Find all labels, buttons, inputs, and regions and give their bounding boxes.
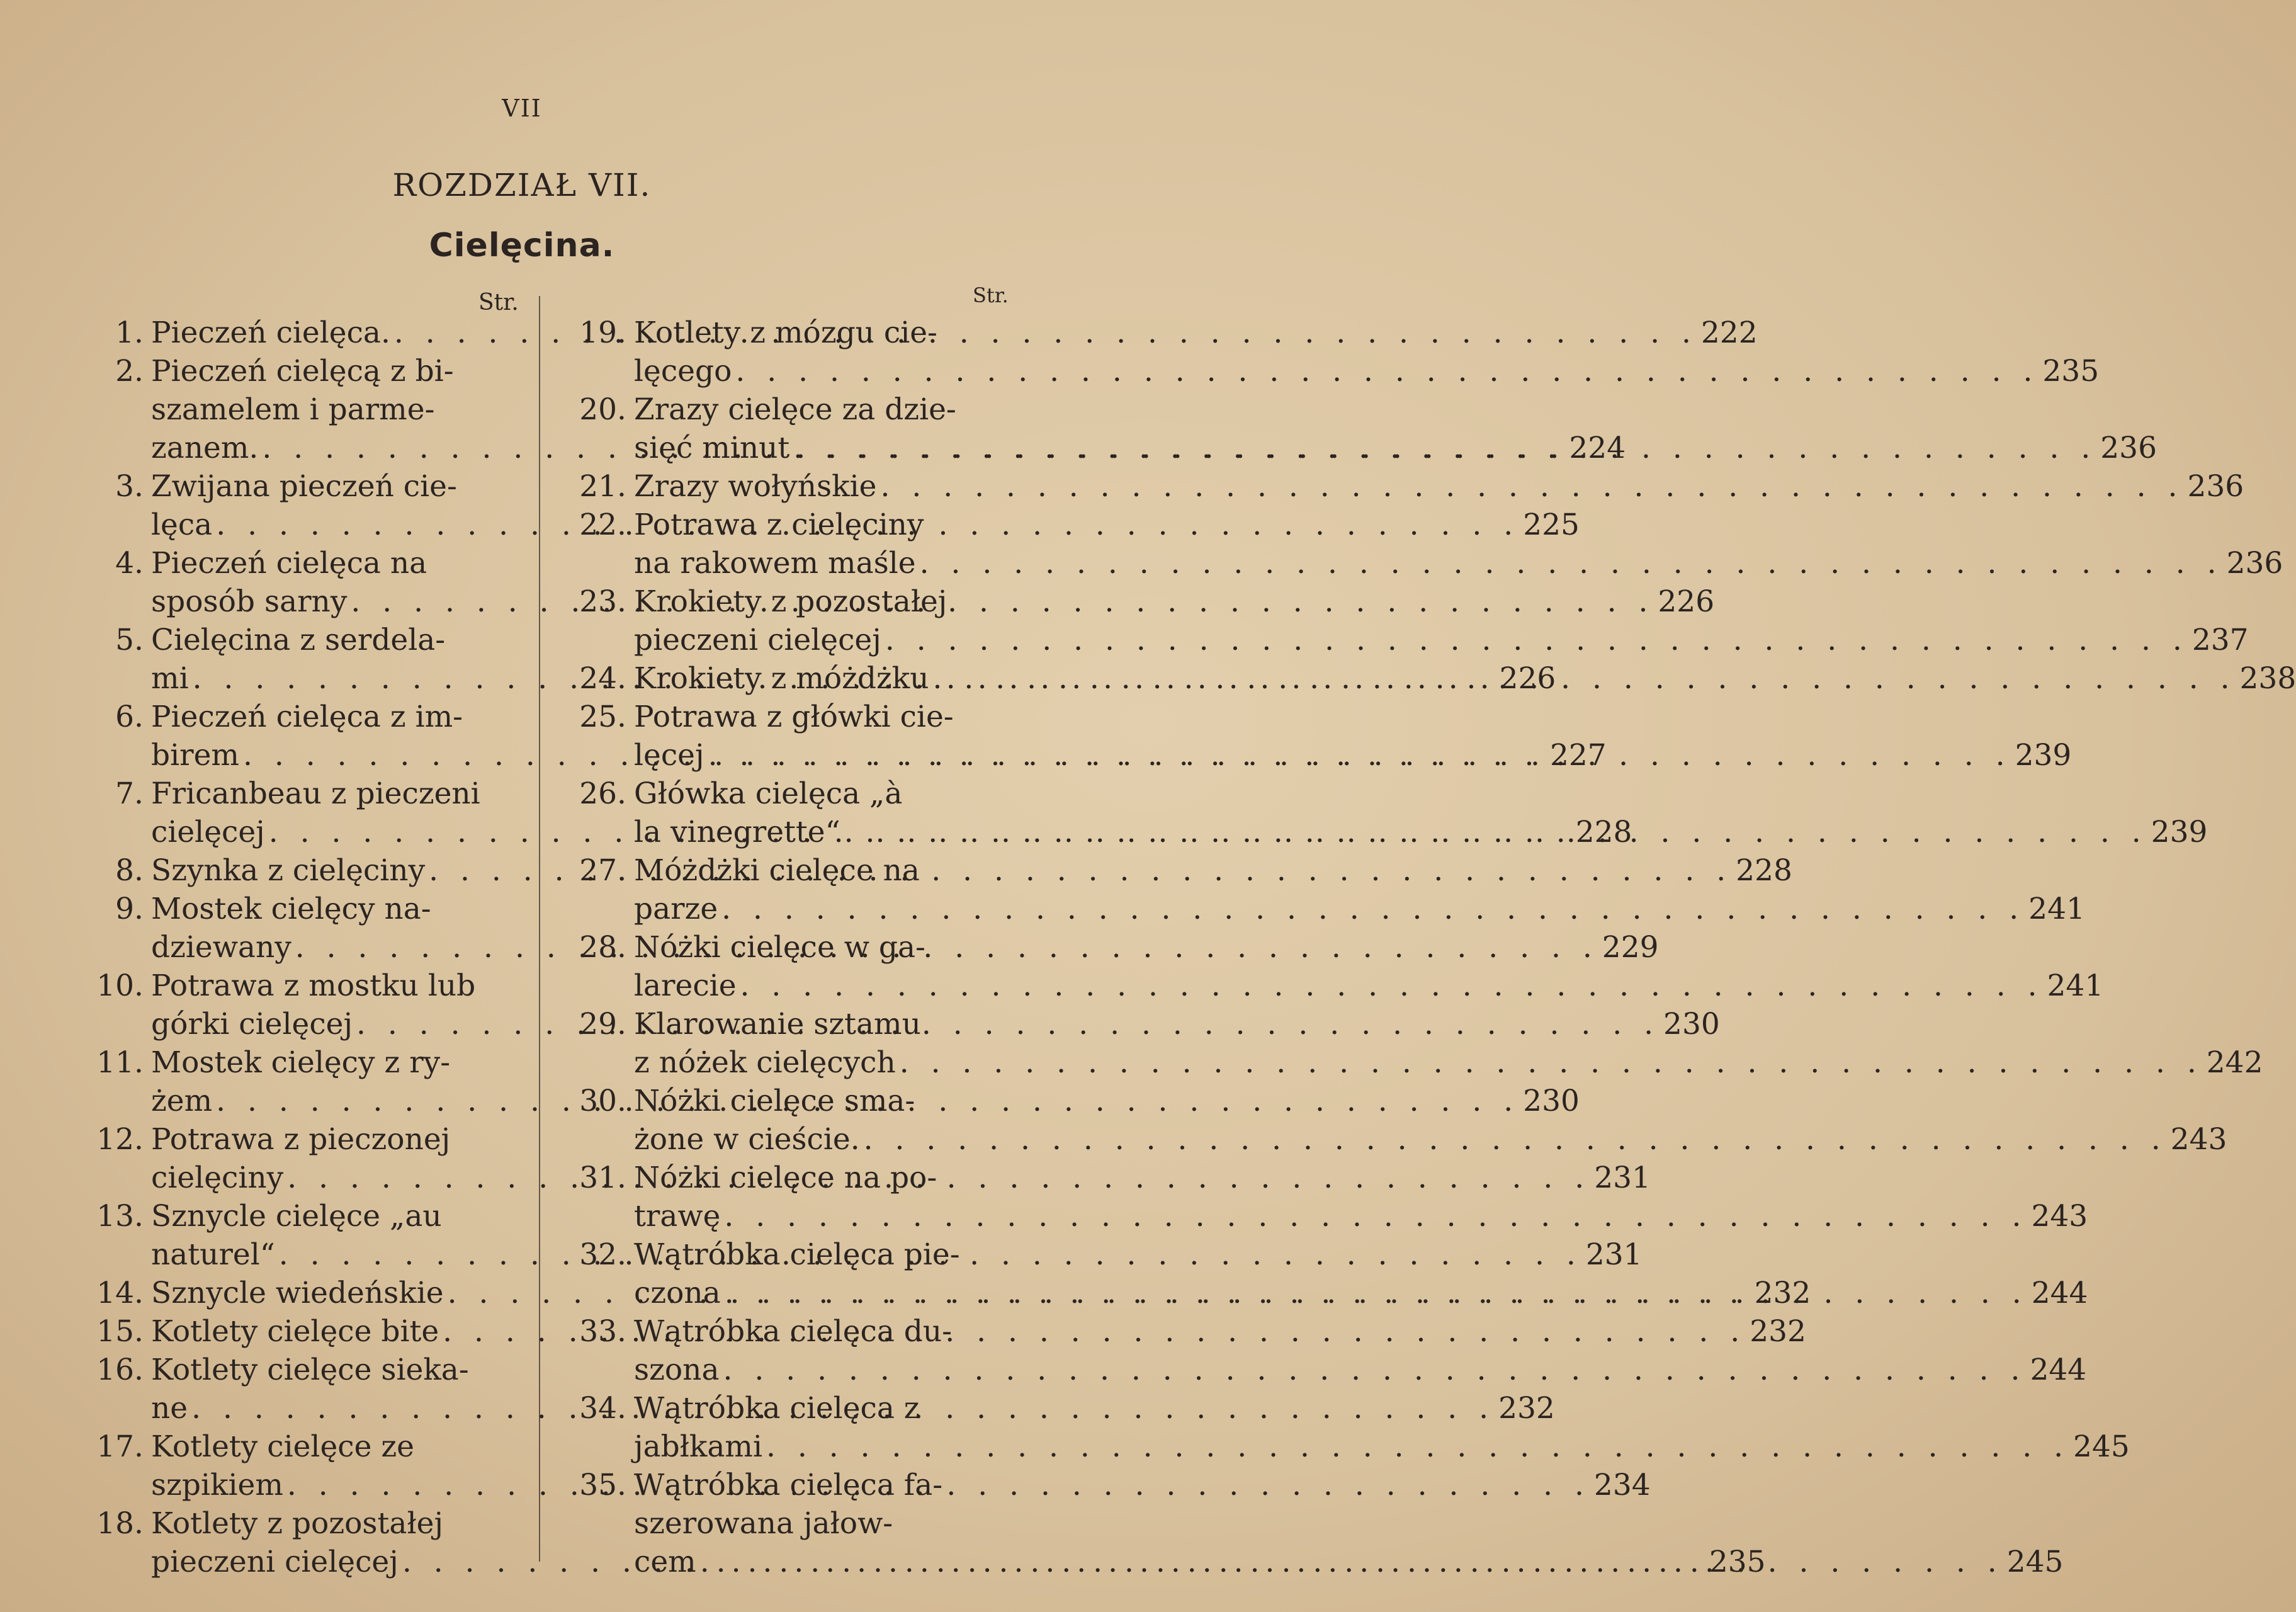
entry-title-line bbox=[634, 967, 2103, 1005]
entry-page-number: 235 bbox=[1709, 1545, 1766, 1579]
entry-page-number: 242 bbox=[2206, 1045, 2263, 1080]
entry-page-number: 232 bbox=[1754, 1276, 1811, 1310]
entry-title-text: cielęciny bbox=[151, 1161, 284, 1195]
entry-body bbox=[634, 1389, 2130, 1466]
entry-page-number: 228 bbox=[1575, 815, 1632, 849]
leader-dots bbox=[704, 736, 2015, 775]
entry-title-text: Zrazy cielęce za dzie- bbox=[634, 392, 956, 427]
entry-body bbox=[634, 582, 2249, 659]
entry-title-line bbox=[634, 1543, 2063, 1581]
entry-title-text: szona bbox=[634, 1353, 720, 1387]
entry-number: 6. bbox=[115, 700, 144, 734]
leader-dots bbox=[718, 890, 2028, 928]
leader-dots bbox=[762, 1428, 2073, 1466]
entry-page-number: 241 bbox=[2028, 892, 2085, 926]
entry-number: 21. bbox=[579, 469, 626, 504]
entry-title-text: Fricanbeau z pieczeni bbox=[151, 776, 480, 811]
leader-dots bbox=[696, 1543, 2007, 1581]
entry-title-text: Zrazy wołyńskie bbox=[634, 469, 877, 504]
entry-title-text: birem bbox=[151, 738, 239, 773]
entry-title-line bbox=[634, 1428, 2130, 1466]
entry-number: 10. bbox=[96, 968, 144, 1003]
entry-body bbox=[634, 698, 2071, 775]
toc-entry bbox=[551, 467, 2244, 506]
entry-number: 34. bbox=[579, 1391, 626, 1426]
entry-title-text: szamelem i parme- bbox=[151, 392, 435, 427]
entry-title-line bbox=[634, 928, 2103, 967]
entry-title-text: lęcej bbox=[634, 738, 704, 773]
entry-page-number: 236 bbox=[2187, 469, 2244, 504]
entry-number: 16. bbox=[96, 1353, 144, 1387]
entry-number: 15. bbox=[96, 1314, 144, 1349]
entry-number: 14. bbox=[96, 1276, 144, 1310]
entry-page-number: 230 bbox=[1663, 1007, 1720, 1042]
entry-title-line bbox=[634, 467, 2244, 506]
entry-title-text: pieczeni cielęcej bbox=[151, 1545, 399, 1579]
entry-title-text: Móżdżki cielęce na bbox=[634, 853, 920, 888]
right-column-header: Str. bbox=[973, 283, 1009, 307]
entry-title-text: Kotlety z pozostałej bbox=[151, 1506, 444, 1541]
entry-title-line bbox=[634, 851, 2085, 890]
entry-title-line bbox=[634, 698, 2071, 736]
entry-title-text: Potrawa z mostku lub bbox=[151, 968, 476, 1003]
leader-dots bbox=[732, 352, 2042, 390]
entry-title-line bbox=[634, 1504, 2063, 1543]
entry-number: 31. bbox=[579, 1161, 626, 1195]
entry-number: 25. bbox=[579, 700, 626, 734]
entry-title-text: Główka cielęca „à bbox=[634, 776, 903, 811]
entry-title-text: z nóżek cielęcych bbox=[634, 1045, 896, 1080]
entry-title-text: Krokiety z móżdżku bbox=[634, 661, 929, 696]
entry-title-line bbox=[634, 1235, 2088, 1274]
entry-title-line bbox=[634, 1197, 2088, 1235]
entry-page-number: 234 bbox=[1593, 1468, 1651, 1502]
entry-title-text: górki cielęcej bbox=[151, 1007, 353, 1042]
entry-title-line bbox=[634, 429, 2157, 467]
entry-title-line bbox=[634, 1005, 2263, 1043]
entry-title-text: na rakowem maśle bbox=[634, 546, 916, 581]
entry-title-text: Nóżki cielęce na po- bbox=[634, 1161, 937, 1195]
entry-body bbox=[634, 1312, 2086, 1389]
leader-dots bbox=[719, 1351, 2030, 1389]
entry-body bbox=[634, 390, 2157, 467]
entry-number: 11. bbox=[96, 1045, 144, 1080]
entry-title-text: Cielęcina z serdela- bbox=[151, 623, 446, 657]
entry-title-text: szpikiem bbox=[151, 1468, 283, 1502]
entry-page-number: 245 bbox=[2073, 1429, 2130, 1464]
leader-dots bbox=[929, 659, 2240, 698]
entry-title-text: czona bbox=[634, 1276, 721, 1310]
entry-number: 13. bbox=[96, 1199, 144, 1234]
entry-page-number: 236 bbox=[2100, 431, 2157, 465]
entry-title-line bbox=[634, 736, 2071, 775]
entry-title-line bbox=[634, 775, 2207, 813]
entry-number: 12. bbox=[96, 1122, 144, 1157]
entry-title-text: Mostek cielęcy z ry- bbox=[151, 1045, 451, 1080]
entry-body bbox=[634, 314, 2099, 390]
entry-body bbox=[634, 467, 2244, 506]
entry-number: 2. bbox=[115, 354, 144, 389]
entry-title-line bbox=[634, 352, 2099, 390]
entry-page-number: 243 bbox=[2170, 1122, 2227, 1157]
entry-title-text: Wątróbka cielęca du- bbox=[634, 1314, 953, 1349]
entry-title-text: lęca bbox=[151, 508, 213, 542]
entry-title-text: sięć minut bbox=[634, 431, 790, 465]
chapter-title: ROZDZIAŁ VII. bbox=[392, 167, 652, 203]
entry-title-line bbox=[634, 506, 2283, 544]
entry-title-line bbox=[634, 1389, 2130, 1428]
entry-page-number: 224 bbox=[1569, 431, 1626, 465]
leader-dots bbox=[876, 467, 2187, 506]
entry-title-text: cielęcej bbox=[151, 815, 265, 849]
entry-page-number: 243 bbox=[2031, 1199, 2088, 1234]
leader-dots bbox=[916, 544, 2227, 582]
entry-title-text: Wątróbka cielęca z bbox=[634, 1391, 920, 1426]
entry-number: 33. bbox=[579, 1314, 626, 1349]
leader-dots bbox=[840, 813, 2151, 851]
entry-number: 23. bbox=[579, 584, 626, 619]
entry-title-text: Krokiety z pozostałej bbox=[634, 584, 947, 619]
leader-dots bbox=[896, 1043, 2207, 1082]
entry-title-line bbox=[634, 582, 2249, 621]
entry-page-number: 222 bbox=[1700, 315, 1758, 350]
entry-title-line bbox=[634, 621, 2249, 659]
entry-number: 17. bbox=[96, 1429, 144, 1464]
left-column-header: Str. bbox=[478, 290, 519, 315]
entry-title-text: Wątróbka cielęca pie- bbox=[634, 1237, 960, 1272]
entry-number: 8. bbox=[115, 853, 144, 888]
entry-number: 4. bbox=[115, 546, 144, 581]
entry-body bbox=[634, 1005, 2263, 1082]
entry-page-number: 226 bbox=[1658, 584, 1715, 619]
entry-number: 28. bbox=[579, 930, 626, 965]
entry-title-line bbox=[634, 1159, 2088, 1197]
entry-number: 5. bbox=[115, 623, 144, 657]
entry-page-number: 232 bbox=[1498, 1391, 1555, 1426]
entry-title-line bbox=[634, 1466, 2063, 1504]
entry-title-text: larecie bbox=[634, 968, 737, 1003]
entry-title-text: jabłkami bbox=[634, 1429, 763, 1464]
entry-page-number: 245 bbox=[2006, 1545, 2064, 1579]
entry-title-line bbox=[634, 1351, 2086, 1389]
entry-title-text: Potrawa z cielęciny bbox=[634, 508, 924, 542]
entry-title-text: Zwijana pieczeń cie- bbox=[151, 469, 457, 504]
entry-title-text: cem bbox=[634, 1545, 696, 1579]
entry-number: 19. bbox=[579, 315, 626, 350]
entry-body bbox=[634, 659, 2296, 698]
section-title: Cielęcina. bbox=[429, 227, 615, 264]
entry-title-line bbox=[634, 813, 2207, 851]
entry-page-number: 241 bbox=[2047, 968, 2104, 1003]
entry-number: 7. bbox=[115, 776, 144, 811]
entry-body bbox=[634, 1466, 2063, 1581]
entry-title-text: Klarowanie sztamu bbox=[634, 1007, 921, 1042]
entry-title-text: szerowana jałow- bbox=[634, 1506, 893, 1541]
entry-number: 35. bbox=[579, 1468, 626, 1502]
entry-title-text: sposób sarny bbox=[151, 584, 348, 619]
entry-title-text: naturel“ bbox=[151, 1237, 275, 1272]
entry-page-number: 237 bbox=[2191, 623, 2249, 657]
entry-title-text: Pieczeń cielęcą z bi- bbox=[151, 354, 454, 389]
leader-dots bbox=[737, 967, 2047, 1005]
entry-title-text: Wątróbka cielęca fa- bbox=[634, 1468, 943, 1502]
entry-number: 1. bbox=[115, 315, 144, 350]
entry-title-line bbox=[634, 659, 2296, 698]
entry-body bbox=[634, 1235, 2088, 1312]
entry-title-line bbox=[634, 1120, 2227, 1159]
entry-number: 30. bbox=[579, 1084, 626, 1118]
entry-page-number: 244 bbox=[2031, 1276, 2088, 1310]
entry-title-text: Kotlety cielęce sieka- bbox=[151, 1353, 469, 1387]
entry-title-line bbox=[634, 544, 2283, 582]
entry-title-text: pieczeni cielęcej bbox=[634, 623, 881, 657]
entry-page-number: 232 bbox=[1750, 1314, 1806, 1349]
entry-title-text: Pieczeń cielęca. bbox=[151, 315, 390, 350]
entry-title-text: parze bbox=[634, 892, 718, 926]
entry-title-text: ne bbox=[151, 1391, 188, 1426]
entry-title-line bbox=[634, 890, 2085, 928]
page-number: VII bbox=[502, 94, 542, 122]
entry-body bbox=[634, 506, 2283, 582]
entry-number: 9. bbox=[115, 892, 144, 926]
entry-number: 22. bbox=[579, 508, 626, 542]
entry-title-text: dziewany bbox=[151, 930, 291, 965]
entry-page-number: 235 bbox=[2042, 354, 2100, 389]
entry-number: 24. bbox=[579, 661, 626, 696]
entry-title-text: Nóżki cielęce sma- bbox=[634, 1084, 915, 1118]
entry-body bbox=[634, 775, 2207, 851]
entry-number: 20. bbox=[579, 392, 626, 427]
entry-title-text: mi bbox=[151, 661, 189, 696]
entry-title-text: Nóżki cielęce w ga- bbox=[634, 930, 925, 965]
entry-title-text: lęcego bbox=[634, 354, 732, 389]
entry-title-text: Szynka z cielęciny bbox=[151, 853, 426, 888]
leader-dots bbox=[881, 621, 2192, 659]
entry-title-text: Sznycle wiedeńskie bbox=[151, 1276, 444, 1310]
leader-dots bbox=[720, 1197, 2031, 1235]
entry-body bbox=[634, 851, 2085, 928]
entry-title-line bbox=[634, 314, 2099, 352]
entry-page-number: 238 bbox=[2239, 661, 2296, 696]
entry-title-text: zanem. bbox=[151, 431, 259, 465]
entry-body bbox=[634, 928, 2103, 1005]
entry-page-number: 244 bbox=[2030, 1353, 2087, 1387]
entry-title-text: trawę bbox=[634, 1199, 721, 1234]
entry-page-number: 227 bbox=[1549, 738, 1607, 773]
entry-page-number: 229 bbox=[1602, 930, 1659, 965]
leader-dots bbox=[721, 1274, 2032, 1312]
entry-page-number: 231 bbox=[1585, 1237, 1643, 1272]
entry-title-text: Potrawa z pieczonej bbox=[151, 1122, 451, 1157]
entry-page-number: 225 bbox=[1523, 508, 1580, 542]
entry-body bbox=[634, 1082, 2227, 1159]
entry-title-text: Kotlety cielęce bite bbox=[151, 1314, 439, 1349]
entry-title-text: żem bbox=[151, 1084, 213, 1118]
entry-page-number: 239 bbox=[2151, 815, 2208, 849]
entry-number: 18. bbox=[96, 1506, 144, 1541]
entry-page-number: 228 bbox=[1736, 853, 1792, 888]
entry-title-text: Sznycle cielęce „au bbox=[151, 1199, 442, 1234]
entry-title-text: Kotlety z mózgu cie- bbox=[634, 315, 937, 350]
entry-page-number: 236 bbox=[2226, 546, 2283, 581]
entry-page-number: 226 bbox=[1499, 661, 1556, 696]
entry-page-number: 239 bbox=[2015, 738, 2072, 773]
entry-page-number: 231 bbox=[1594, 1161, 1651, 1195]
entry-title-text: Pieczeń cielęca na bbox=[151, 546, 427, 581]
entry-body bbox=[634, 1159, 2088, 1235]
entry-title-line bbox=[634, 390, 2157, 429]
entry-number: 27. bbox=[579, 853, 626, 888]
entry-title-line bbox=[634, 1274, 2088, 1312]
entry-number: 29. bbox=[579, 1007, 626, 1042]
entry-page-number: 230 bbox=[1523, 1084, 1580, 1118]
entry-number: 26. bbox=[579, 776, 626, 811]
entry-title-line bbox=[634, 1312, 2086, 1351]
entry-title-text: Mostek cielęcy na- bbox=[151, 892, 431, 926]
entry-title-text: la vinegrette“ bbox=[634, 815, 840, 849]
entry-title-text: Potrawa z główki cie- bbox=[634, 700, 954, 734]
leader-dots bbox=[789, 429, 2100, 467]
entry-title-text: Pieczeń cielęca z im- bbox=[151, 700, 463, 734]
entry-title-text: żone w cieście. bbox=[634, 1122, 860, 1157]
entry-title-text: Kotlety cielęce ze bbox=[151, 1429, 414, 1464]
leader-dots bbox=[860, 1120, 2171, 1159]
entry-number: 3. bbox=[115, 469, 144, 504]
entry-title-line bbox=[634, 1082, 2227, 1120]
entry-title-line bbox=[634, 1043, 2263, 1082]
entry-number: 32. bbox=[579, 1237, 626, 1272]
